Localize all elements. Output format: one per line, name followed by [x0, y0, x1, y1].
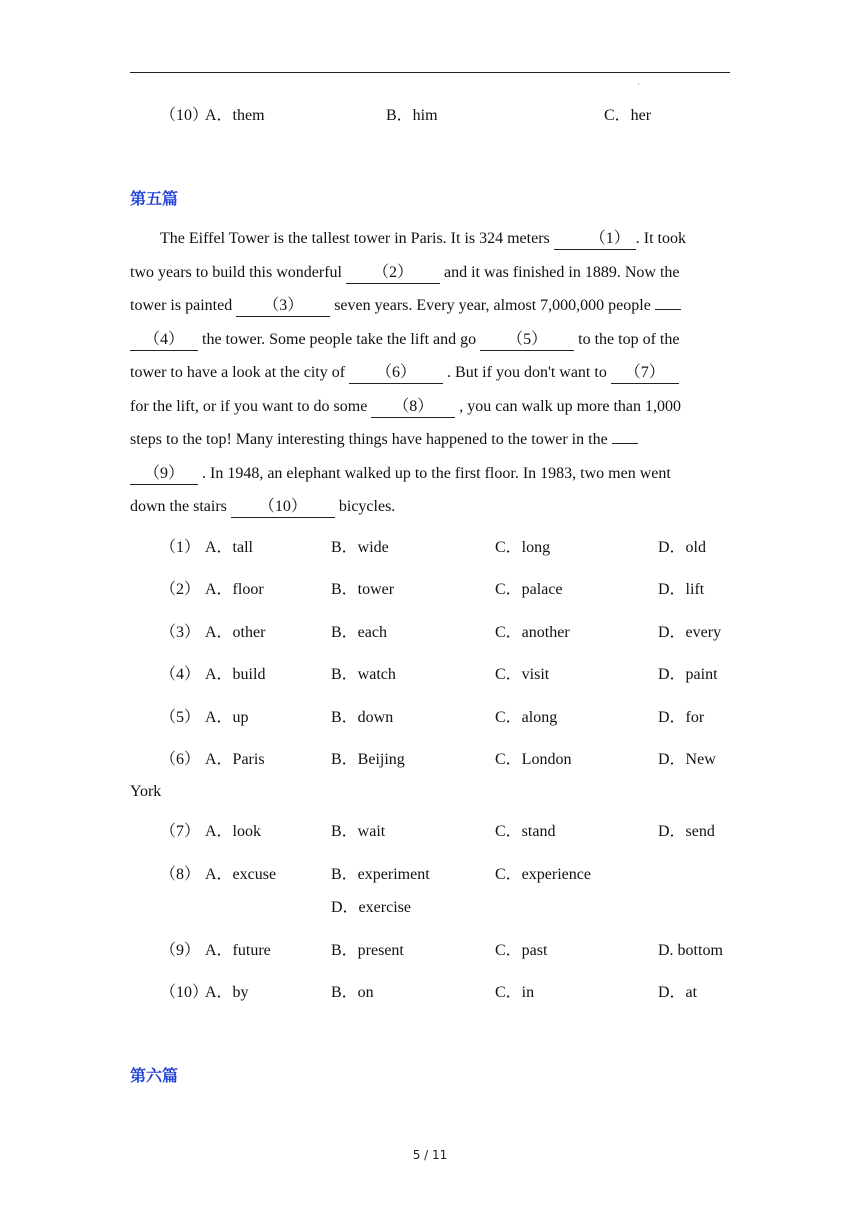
- option-d: D．paint: [658, 666, 718, 683]
- option-d-wrap: York: [130, 783, 162, 800]
- option-a: A．look: [205, 823, 262, 840]
- section-title-5: 第五篇: [130, 189, 179, 208]
- option-b: B．experiment: [331, 866, 430, 883]
- option-c: C．past: [495, 942, 548, 959]
- option-d: D．lift: [658, 581, 705, 598]
- question-number: （4）: [160, 666, 201, 683]
- option-a: A．up: [205, 709, 249, 726]
- passage: [130, 222, 730, 524]
- blank-2: （2）: [346, 263, 440, 284]
- option-d: D．send: [658, 823, 715, 840]
- question-row-8: [130, 863, 730, 887]
- passage-line: two years to build this wonderful （2） and it was finished in 1889. Now the: [130, 256, 730, 290]
- option-d: D．for: [658, 709, 705, 726]
- question-row-5: [130, 706, 730, 730]
- blank-4: （4）: [130, 330, 198, 351]
- blank-9-start: [612, 443, 638, 444]
- option-a: A．future: [205, 942, 271, 959]
- question-row-1: [130, 536, 730, 560]
- option-c: C．palace: [495, 581, 563, 598]
- option-d: D．at: [658, 984, 698, 1001]
- passage-line: down the stairs （10） bicycles.: [130, 490, 730, 524]
- option-b: B．wide: [331, 539, 389, 556]
- question-row-3: [130, 621, 730, 645]
- prev-question-10: [130, 104, 730, 128]
- blank-5: （5）: [480, 330, 574, 351]
- option-c: C．visit: [495, 666, 550, 683]
- passage-line: for the lift, or if you want to do some （8） , you can walk up more than 1,000: [130, 390, 730, 424]
- question-row-6: [130, 748, 730, 772]
- passage-line: The Eiffel Tower is the tallest tower in Paris. It is 324 meters （1） . It took: [130, 222, 730, 256]
- question-number: （7）: [160, 823, 201, 840]
- option-b: B．on: [331, 984, 374, 1001]
- option-d: D．old: [658, 539, 707, 556]
- blank-4-start: [655, 309, 681, 310]
- question-number: （1）: [160, 539, 201, 556]
- blank-8: （8）: [371, 397, 455, 418]
- passage-line: tower is painted （3） seven years. Every year, almost 7,000,000 people: [130, 289, 730, 323]
- blank-3: （3）: [236, 296, 330, 317]
- option-a: A．them: [205, 107, 265, 124]
- question-number: （9）: [160, 942, 201, 959]
- question-row-9: [130, 939, 730, 963]
- option-a: A．tall: [205, 539, 253, 556]
- option-c: C．London: [495, 751, 572, 768]
- option-c: C．long: [495, 539, 551, 556]
- question-number: （8）: [160, 866, 201, 883]
- option-b: B．each: [331, 624, 387, 641]
- option-a: A．by: [205, 984, 249, 1001]
- passage-line: steps to the top! Many interesting things have happened to the tower in the: [130, 423, 730, 457]
- option-b: B．down: [331, 709, 394, 726]
- option-c: C．along: [495, 709, 558, 726]
- blank-9: （9）: [130, 464, 198, 485]
- option-c: C．in: [495, 984, 535, 1001]
- passage-line: （4） the tower. Some people take the lift and go （5） to the top of the: [130, 323, 730, 357]
- blank-7: （7）: [611, 363, 679, 384]
- option-b: B．watch: [331, 666, 396, 683]
- blank-6: （6）: [349, 363, 443, 384]
- option-b: B．him: [386, 107, 438, 124]
- question-number: （10）: [160, 984, 209, 1001]
- question-number: （2）: [160, 581, 201, 598]
- question-row-7: [130, 820, 730, 844]
- question-row-10: [130, 981, 730, 1005]
- option-b: B．wait: [331, 823, 386, 840]
- option-a: A．other: [205, 624, 266, 641]
- section-title-6: 第六篇: [130, 1066, 179, 1085]
- option-d: D．New: [658, 751, 716, 768]
- question-row-8-cont: [130, 896, 730, 920]
- option-c: C．experience: [495, 866, 591, 883]
- blank-1: （1）: [554, 229, 636, 250]
- option-c: C．her: [604, 107, 652, 124]
- header-dot: ·: [637, 80, 640, 89]
- question-row-2: [130, 578, 730, 602]
- option-d: D．every: [658, 624, 722, 641]
- option-d: D. bottom: [658, 942, 723, 959]
- option-a: A．build: [205, 666, 266, 683]
- question-number: （3）: [160, 624, 201, 641]
- option-b: B．tower: [331, 581, 395, 598]
- option-a: A．excuse: [205, 866, 277, 883]
- page-number: 5 / 11: [412, 1148, 448, 1162]
- option-c: C．stand: [495, 823, 556, 840]
- question-number: （6）: [160, 751, 201, 768]
- option-b: B．present: [331, 942, 404, 959]
- option-b: B．Beijing: [331, 751, 405, 768]
- option-c: C．another: [495, 624, 570, 641]
- header-rule: [130, 72, 730, 73]
- blank-10: （10）: [231, 497, 335, 518]
- question-row-4: [130, 663, 730, 687]
- option-d: D．exercise: [331, 899, 411, 916]
- question-number: （10）: [160, 107, 209, 124]
- question-number: （5）: [160, 709, 201, 726]
- passage-line: （9） . In 1948, an elephant walked up to the first floor. In 1983, two men went: [130, 457, 730, 491]
- option-a: A．Paris: [205, 751, 265, 768]
- option-a: A．floor: [205, 581, 264, 598]
- passage-line: tower to have a look at the city of （6） . But if you don't want to （7）: [130, 356, 730, 390]
